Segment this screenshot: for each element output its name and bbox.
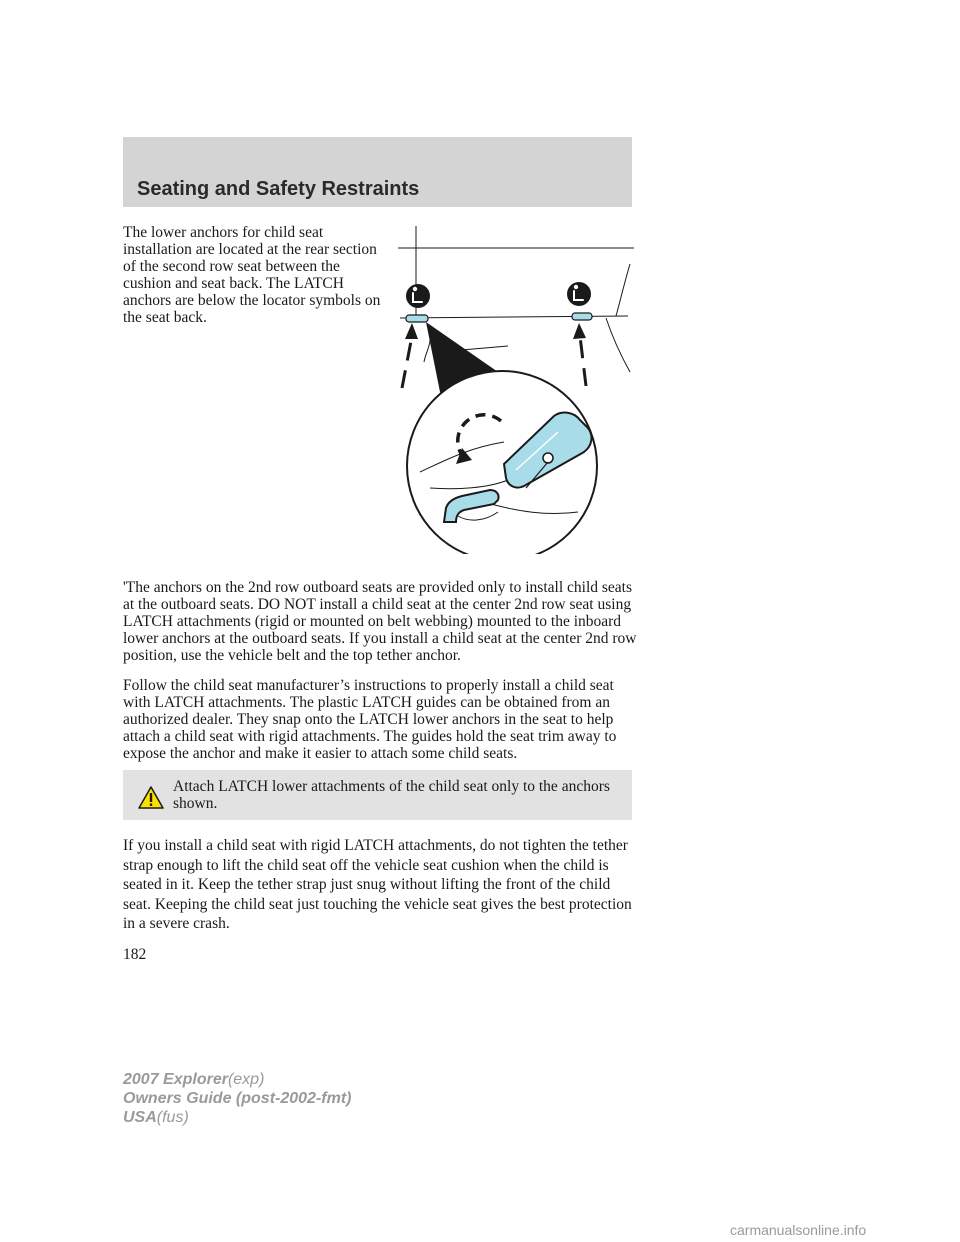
footer-model-code: (exp)	[227, 1071, 265, 1088]
watermark-text: carmanualsonline.info	[730, 1222, 867, 1238]
warning-text: Attach LATCH lower attachments of the child seat only to the anchors shown.	[173, 778, 610, 812]
footer-market-code: (fus)	[156, 1109, 189, 1126]
footer-guide: Owners Guide (post-2002-fmt)	[123, 1090, 352, 1107]
section-header-band	[123, 137, 632, 207]
latch-anchor-illustration	[398, 226, 634, 554]
footer-line-guide	[123, 1089, 351, 1108]
warning-box	[123, 770, 632, 820]
footer-line-model	[123, 1070, 351, 1089]
arrow-left-dashed-icon	[402, 336, 412, 388]
tether-strap-paragraph: If you install a child seat with rigid LATCH attachments, do not tighten the tether strap enough to lift the child seat off the vehicle seat cushion when the child is seated in it. Keep the tether strap just snug without lifting the front of the child seat. Keeping the child seat just touching the vehicle seat gives the best protection in a severe crash.	[123, 837, 632, 932]
arrow-right-dashed-icon	[580, 336, 586, 386]
section-title: Seating and Safety Restraints	[137, 178, 420, 200]
footer-doc-info	[123, 1070, 351, 1127]
child-seat-symbol-icon	[567, 282, 591, 306]
lower-anchor-right	[572, 313, 592, 320]
lower-anchor-left	[406, 315, 428, 322]
zoom-detail-circle	[407, 371, 597, 554]
warning-triangle-icon	[138, 786, 164, 809]
manufacturer-instructions-paragraph: Follow the child seat manufacturer’s instructions to properly install a child seat with LATCH attachments. The plastic LATCH guides can be obtained from an authorized dealer. They snap onto the LATCH lower anchors in the seat to help attach a child seat with rigid attachments. The guides hold the seat trim away to expose the anchor and make it easier to attach some child seats.	[123, 677, 617, 762]
page-number: 182	[123, 946, 147, 963]
intro-paragraph: The lower anchors for child seat installation are located at the rear section of the second row seat between the cushion and seat back. The LATCH anchors are below the locator symbols on the seat back.	[123, 224, 381, 326]
child-seat-symbol-icon	[406, 284, 430, 308]
outboard-anchors-note: 'The anchors on the 2nd row outboard seats are provided only to install child seats at the outboard seats. DO NOT install a child seat at the center 2nd row seat using LATCH attachments (rigid or mounted on belt webbing) mounted to the inboard lower anchors at the outboard seats. If you install a child seat at the center 2nd row position, use the vehicle belt and the top tether anchor.	[123, 579, 637, 664]
footer-line-market	[123, 1108, 351, 1127]
footer-model: 2007 Explorer	[123, 1071, 228, 1088]
footer-market: USA	[123, 1109, 157, 1126]
